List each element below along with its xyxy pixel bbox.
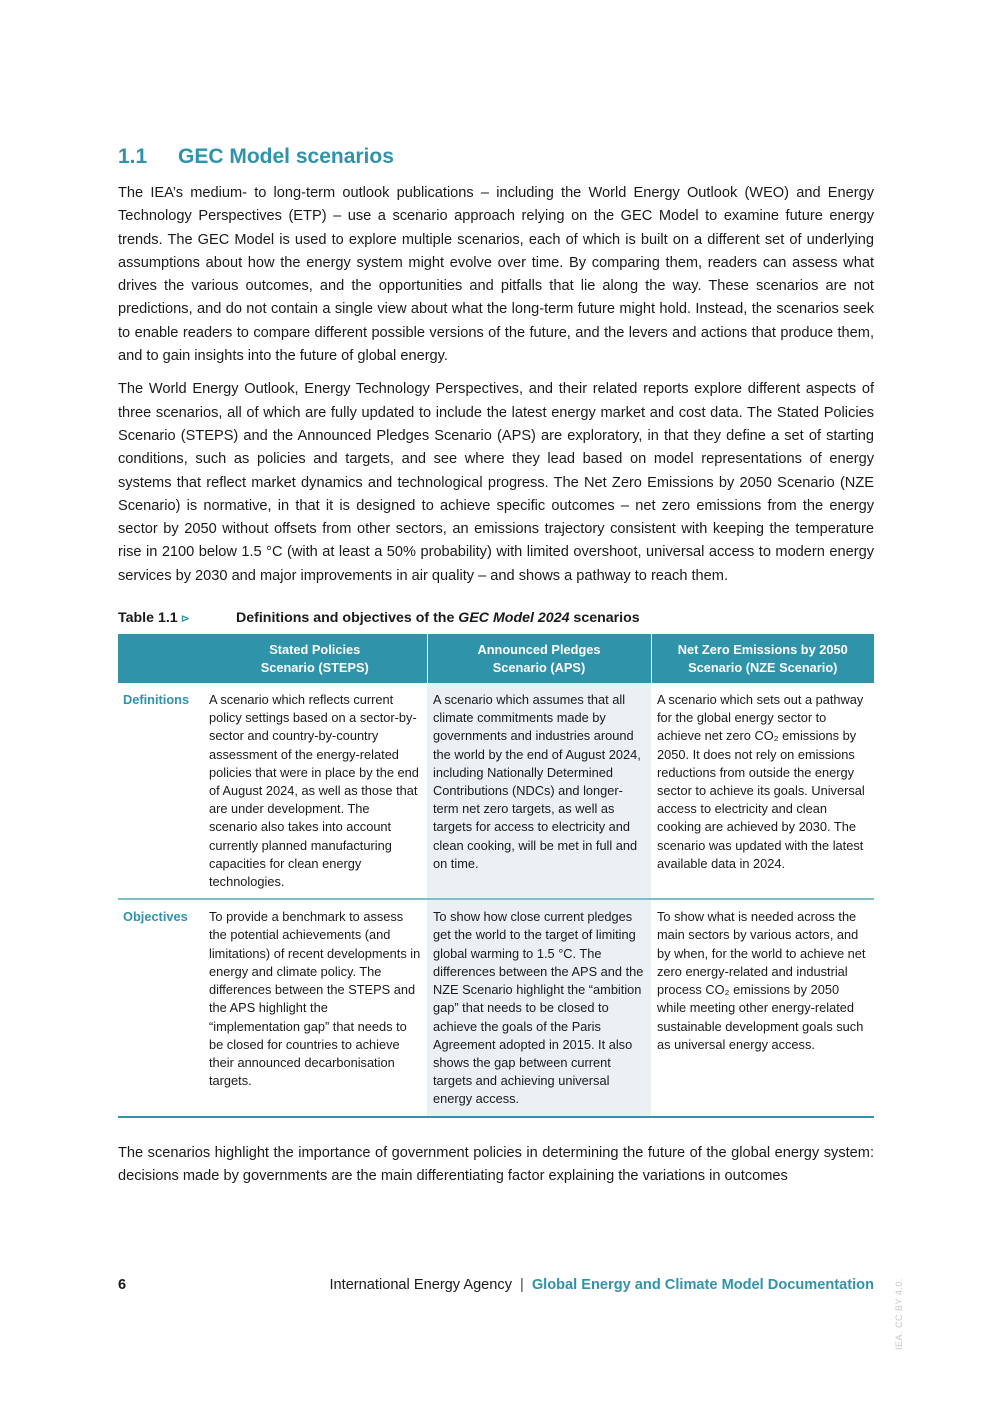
cell-definitions-steps: A scenario which reflects current policy settings based on a sector-by-sector and country-by-country assessment of the energy-related policies that were in place by the end of August 2024, as well as those that are under development. The scenario also takes into account currently planned manufacturing capacities for clean energy technologies. [203, 683, 427, 899]
scenarios-paragraph: The World Energy Outlook, Energy Technology Perspectives, and their related reports explore different aspects of three scenarios, all of which are fully updated to include the latest energy market and cost data. The Stated Policies Scenario (STEPS) and the Announced Pledges Scenario (APS) are exploratory, in that they define a set of starting conditions, such as policies and targets, and see where they lead based on model representations of energy systems that reflect market dynamics and technological progress. The Net Zero Emissions by 2050 Scenario (NZE Scenario) is normative, in that it is designed to achieve specific outcomes – net zero emissions from the energy sector by 2050 without offsets from other sectors, an emissions trajectory consistent with keeping the temperature rise in 2100 below 1.5 °C (with at least a 50% probability) with limited overshoot, universal access to modern energy services by 2030 and major improvements in air quality – and shows a pathway to reach them. [118, 381, 874, 584]
table-row-definitions [118, 683, 874, 899]
table-caption-text: Definitions and objectives of the GEC Model 2024 scenarios [236, 610, 640, 627]
caption-arrow-icon: ⊳ [180, 613, 190, 626]
footer-right [329, 1277, 874, 1293]
header-empty-cell [118, 634, 203, 683]
row-label-definitions: Definitions [118, 683, 203, 899]
footer-organization: International Energy Agency [329, 1277, 513, 1293]
table-row-objectives [118, 899, 874, 1116]
page-number: 6 [118, 1277, 127, 1293]
closing-paragraph: The scenarios highlight the importance of government policies in determining the future of the global energy system: decisions made by governments are the main differentiating factor explaining the variations in outcomes [118, 1144, 874, 1184]
intro-paragraph: The IEA’s medium- to long-term outlook publications – including the World Energy Outlook (WEO) and Energy Technology Perspectives (ETP) – use a scenario approach relying on the GEC Model to examine future energy trends. The GEC Model is used to explore multiple scenarios, each of which is built on a different set of underlying assumptions about how the energy system might evolve over time. By comparing them, readers can assess what drives the various outcomes, and the opportunities and pitfalls that lie along the way. These scenarios are not predictions, and do not contain a single view about what the long-term future might hold. Instead, the scenarios seek to enable readers to compare different possible versions of the future, and the levers and actions that produce them, and to gain insights into the future of global energy. [118, 185, 874, 365]
table-caption [118, 610, 874, 626]
row-label-objectives: Objectives [118, 899, 203, 1116]
header-aps: Announced Pledges Scenario (APS) [427, 634, 651, 683]
scenarios-table [118, 634, 874, 1117]
cell-definitions-aps: A scenario which assumes that all climate commitments made by governments and industries around the world by the end of August 2024, including Nationally Determined Contributions (NDCs) and longer-term net zero targets, as well as targets for access to electricity and clean cooking, will be met in full and on time. [427, 683, 651, 899]
page-footer [118, 1277, 874, 1293]
header-steps: Stated Policies Scenario (STEPS) [203, 634, 427, 683]
cell-objectives-aps: To show how close current pledges get the world to the target of limiting global warming to 1.5 °C. The differences between the APS and the NZE Scenario highlight the “ambition gap” that needs to be closed to achieve the goals of the Paris Agreement adopted in 2015. It also shows the gap between current targets and achieving universal energy access. [427, 899, 651, 1116]
cell-objectives-steps: To provide a benchmark to assess the potential achievements (and limitations) of recent developments in energy and climate policy. The differences between the STEPS and the APS highlight the “implementation gap” that needs to be closed for countries to achieve their announced decarbonisation targets. [203, 899, 427, 1116]
table-caption-label: Table 1.1 ⊳ [118, 610, 190, 627]
cell-definitions-nze: A scenario which sets out a pathway for the global energy sector to achieve net zero CO₂ emissions by 2050. It does not rely on emissions reductions from outside the energy sector to achieve its goals. Universal access to electricity and clean cooking are achieved by 2030. The scenario was updated with the latest available data in 2024. [651, 683, 874, 899]
header-nze: Net Zero Emissions by 2050 Scenario (NZE Scenario) [651, 634, 874, 683]
cell-objectives-nze: To show what is needed across the main sectors by various actors, and by when, for the world to achieve net zero energy-related and industrial process CO₂ emissions by 2050 while meeting other energy-related sustainable development goals such as universal energy access. [651, 899, 874, 1116]
section-title: GEC Model scenarios [178, 145, 394, 168]
section-number: 1.1 [118, 145, 148, 168]
license-note: IEA. CC BY 4.0. [894, 1278, 904, 1350]
section-heading [118, 145, 874, 169]
page-content [118, 140, 874, 1198]
footer-separator: | [520, 1277, 524, 1293]
footer-document-title: Global Energy and Climate Model Documentation [531, 1277, 874, 1293]
table-header-row [118, 634, 874, 683]
